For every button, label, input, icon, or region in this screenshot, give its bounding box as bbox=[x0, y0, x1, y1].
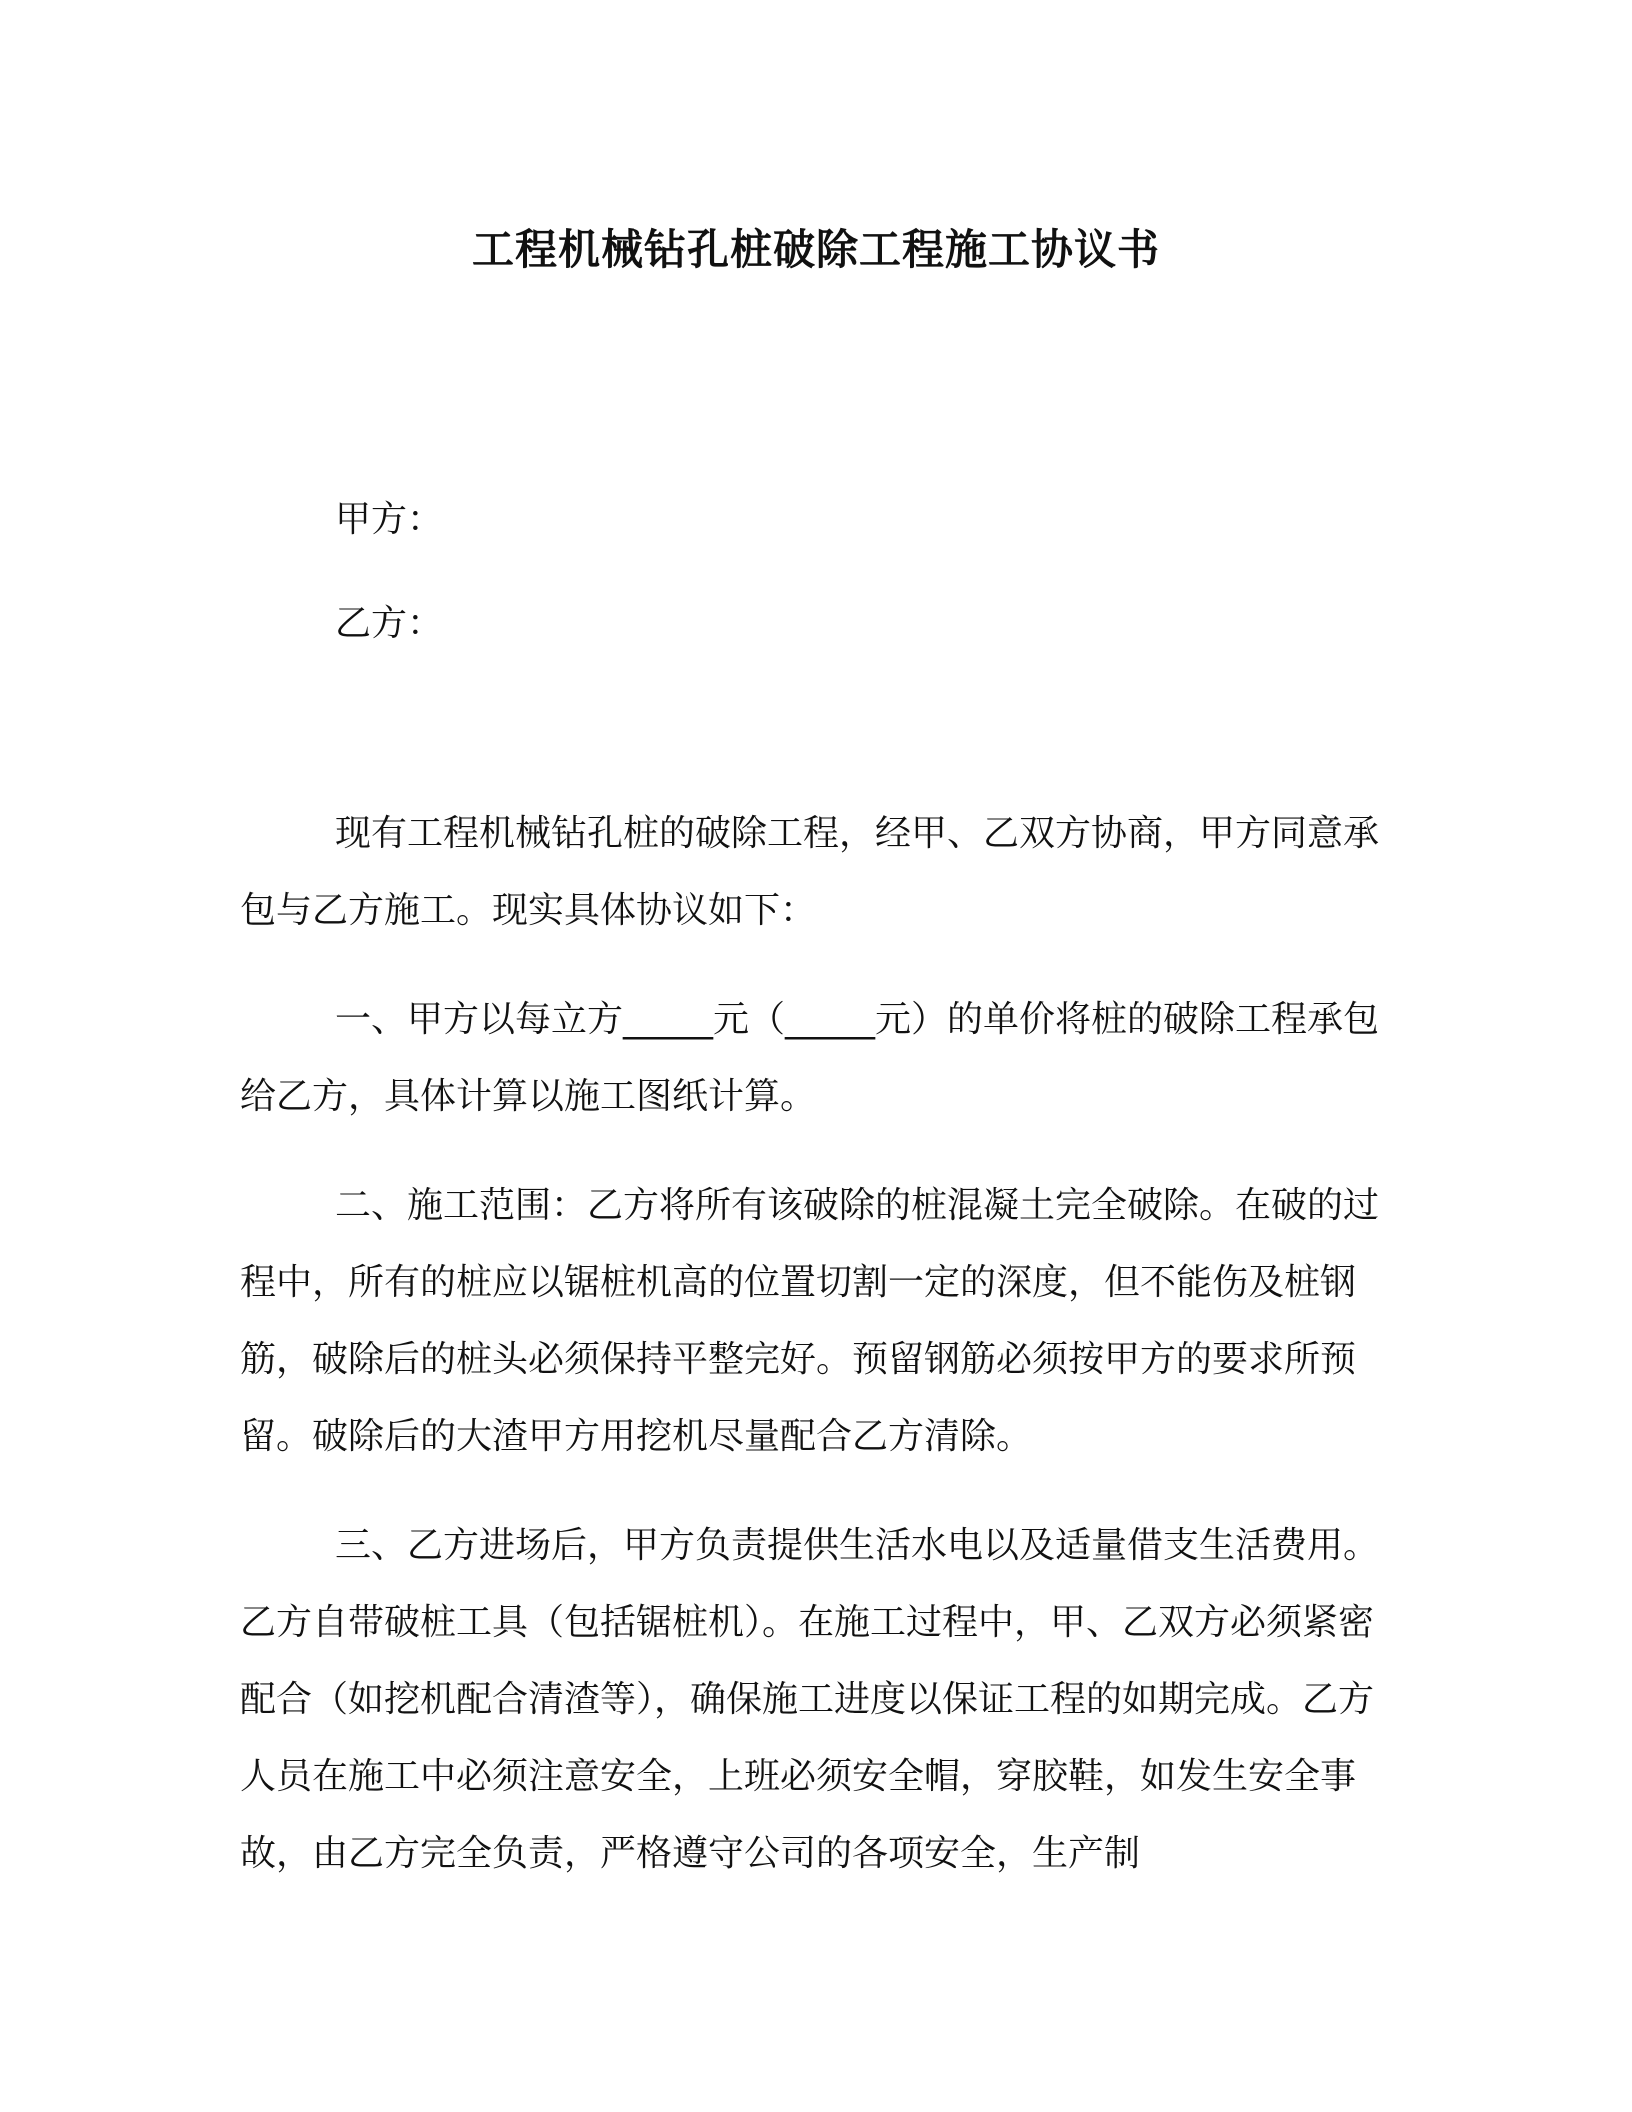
party-b-label: 乙方： bbox=[335, 603, 444, 644]
party-a-label: 甲方： bbox=[335, 499, 444, 540]
paragraph-clause-1: 一、甲方以每立方_____元（_____元）的单价将桩的破除工程承包给乙方，具体计算以施工图纸计算。 bbox=[240, 999, 1380, 1117]
paragraph-clause-3: 三、乙方进场后，甲方负责提供生活水电以及适量借支生活费用。乙方自带破桩工具（包括锯桩机）。在施工过程中，甲、乙双方必须紧密配合（如挖机配合清渣等），确保施工进度以保证工程的如期完成。乙方人员在施工中必须注意安全，上班必须安全帽，穿胶鞋，如发生安全事故，由乙方完全负责，严格遵守公司的各项安全，生产制 bbox=[240, 1525, 1380, 1874]
paragraph-clause-2: 二、施工范围：乙方将所有该破除的桩混凝土完全破除。在破的过程中，所有的桩应以锯桩机高的位置切割一定的深度，但不能伤及桩钢筋，破除后的桩头必须保持平整完好。预留钢筋必须按甲方的要求所预留。破除后的大渣甲方用挖机尽量配合乙方清除。 bbox=[240, 1185, 1380, 1457]
paragraph-intro: 现有工程机械钻孔桩的破除工程，经甲、乙双方协商，甲方同意承包与乙方施工。现实具体协议如下： bbox=[240, 813, 1380, 931]
document-title: 工程机械钻孔桩破除工程施工协议书 bbox=[471, 225, 1160, 274]
document-body bbox=[240, 795, 1400, 1924]
